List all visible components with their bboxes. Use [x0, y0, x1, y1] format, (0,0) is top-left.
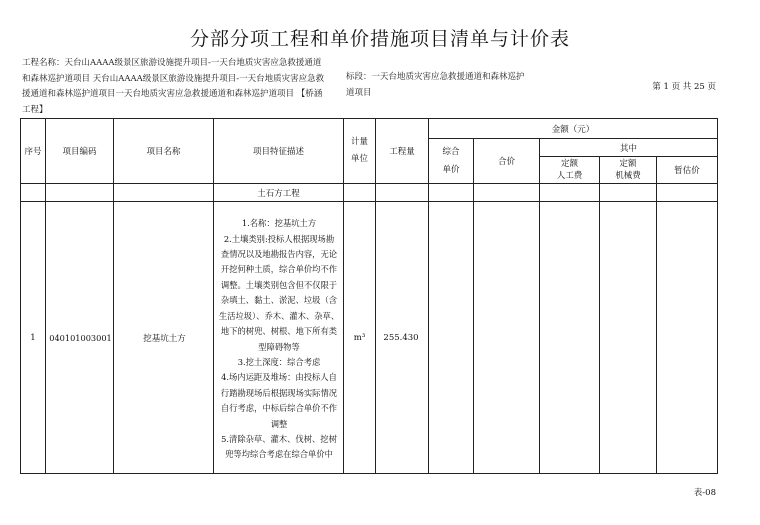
- group-empty-cell: [600, 184, 657, 202]
- group-empty-cell: [376, 184, 429, 202]
- group-empty-cell: [474, 184, 540, 202]
- page-indicator: 第 1 页 共 25 页: [652, 82, 716, 92]
- desc-line: 地下的树兜、树根、地下所有类: [220, 326, 338, 337]
- group-empty-cell: [46, 184, 114, 202]
- row-seq: 1: [21, 202, 46, 474]
- header-unit-line: 计量: [350, 137, 368, 147]
- row-total: [474, 202, 540, 474]
- header-estimate: 暂估价: [657, 157, 718, 184]
- page-title: 分部分项工程和单价措施项目清单与计价表: [189, 28, 570, 50]
- desc-line: 生活垃圾）、乔木、灌木、杂草、: [218, 310, 340, 321]
- header-machinery-line: 定额: [619, 159, 637, 169]
- section-name: [346, 70, 546, 101]
- header-name: 项目名称: [114, 119, 214, 184]
- desc-line: 1.名称：挖基坑土方: [241, 218, 317, 229]
- header-labor-line: 人工费: [556, 171, 583, 181]
- desc-line: 查情况以及地勘报告内容，无论: [220, 249, 338, 260]
- row-quantity: 255.430: [376, 202, 429, 474]
- desc-line: 5.清除杂草、灌木、伐树、挖树: [221, 433, 337, 444]
- header-unit-price: [429, 139, 474, 184]
- row-machinery: [600, 202, 657, 474]
- header-code: 项目编码: [46, 119, 114, 184]
- bill-table: [20, 118, 718, 474]
- row-unit: m³: [344, 202, 376, 474]
- form-code: 表-08: [693, 488, 716, 498]
- group-title: 土石方工程: [214, 184, 344, 202]
- table-row: [21, 202, 718, 474]
- project-name-line: 工程】: [22, 104, 48, 115]
- header-unit: [344, 119, 376, 184]
- header-amount: 金额（元）: [429, 119, 718, 139]
- desc-line: 调整: [270, 418, 288, 429]
- header-labor: [540, 157, 600, 184]
- section-name-line: 道项目: [346, 87, 372, 98]
- header-desc: 项目特征描述: [214, 119, 344, 184]
- desc-line: 调整。土壤类别包含但不仅限于: [220, 279, 338, 290]
- project-name-line: 和森林巡护道项目 天台山AAAA级景区旅游设施提升项目-一天台地质灾害应急救: [22, 73, 325, 84]
- header-qty: 工程量: [376, 119, 429, 184]
- row-labor: [540, 202, 600, 474]
- group-empty-cell: [344, 184, 376, 202]
- project-name-line: 工程名称：天台山AAAA级景区旅游设施提升项目-一天台地质灾害应急救援通道: [22, 58, 322, 68]
- group-empty-cell: [540, 184, 600, 202]
- header-labor-line: 定额: [560, 159, 578, 169]
- header-seq: 序号: [21, 119, 46, 184]
- group-empty-cell: [21, 184, 46, 202]
- group-empty-cell: [429, 184, 474, 202]
- header-unit-price-line: 单价: [442, 165, 460, 175]
- group-empty-cell: [114, 184, 214, 202]
- desc-line: 兜等均综合考虑在综合单价中: [225, 449, 333, 460]
- desc-line: 行踏勘现场后根据现场实际情况: [220, 387, 338, 398]
- desc-line: 3.挖土深度：综合考虑: [237, 356, 321, 367]
- desc-line: 4.场内运距及堆场：由投标人自: [221, 372, 337, 383]
- row-code: 040101003001: [46, 202, 114, 474]
- row-name: 挖基坑土方: [114, 202, 214, 474]
- header-among: 其中: [540, 139, 718, 157]
- header-unit-price-line: 综合: [442, 147, 460, 157]
- row-unit-price: [429, 202, 474, 474]
- group-empty-cell: [657, 184, 718, 202]
- desc-line: 型障碍物等: [258, 341, 300, 352]
- desc-line: 杂填土、黏土、淤泥、垃圾（含: [220, 295, 338, 306]
- desc-line: 自行考虑，中标后综合单价不作: [220, 403, 338, 414]
- project-name-line: 援通道和森林巡护道项目一天台地质灾害应急救援通道和森林巡护道项目 【桥涵: [22, 89, 323, 99]
- header-unit-line: 单位: [350, 154, 368, 164]
- project-name: [22, 56, 342, 118]
- desc-line: 2.土壤类别:投标人根据现场勘: [223, 233, 335, 244]
- header-machinery-line: 机械费: [615, 171, 641, 181]
- header-machinery: [600, 157, 657, 184]
- row-estimate: [657, 202, 718, 474]
- row-description: [214, 202, 344, 474]
- header-total: 合价: [474, 139, 540, 184]
- desc-line: 开挖何种土质，综合单价均不作: [220, 264, 338, 275]
- section-name-line: 标段：一天台地质灾害应急救援通道和森林巡护: [346, 72, 525, 82]
